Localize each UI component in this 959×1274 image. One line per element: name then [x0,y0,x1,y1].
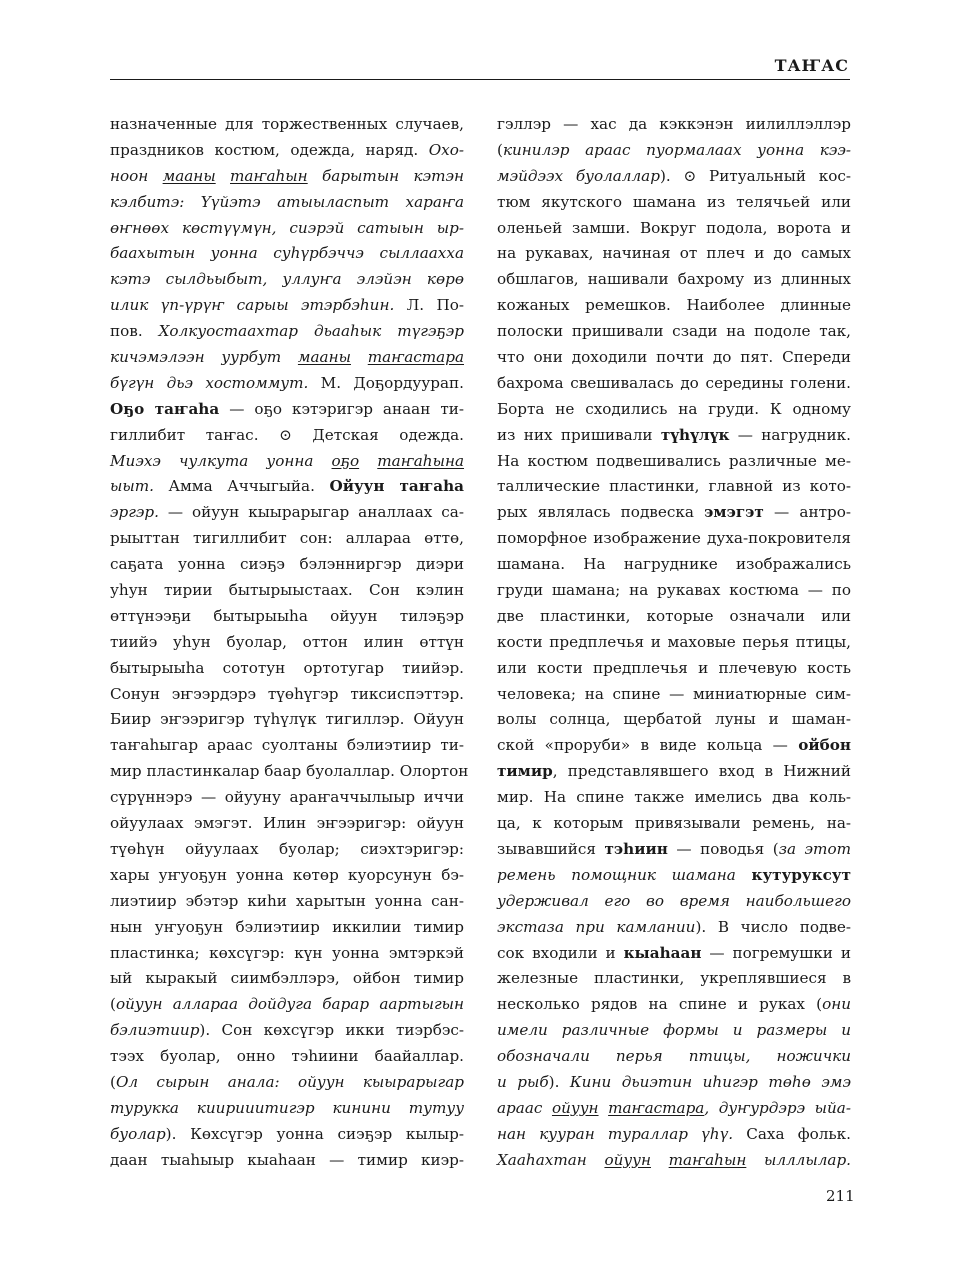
text-line: өттүнээҕи бытырыыһа ойуун тилэҕэр [110,606,464,625]
text-line: нан кууран тураллар үһү. Саха фольк. [497,1124,851,1143]
text-line: или кости предплечья и плечевую кость [497,658,851,677]
text-line: эргэр. — ойуун кыырарыгар аналлаах са- [110,503,464,522]
text-line: несколько рядов на спине и руках (они [497,995,851,1014]
text-line: тээх буолар, онно тэһиини баайаллар. [110,1047,464,1066]
text-line: На костюм подвешивались различные ме- [497,451,851,470]
text-line: тюм якутского шамана из телячьей или [497,192,851,211]
text-line: гэллэр — хас да кэккэнэн иилиллэллэр [497,115,851,133]
text-line: и рыб). Кини дьиэтин иһигэр төһө эмэ [497,1072,851,1091]
text-line: Оҕо таҥаһа — оҕо кэтэригэр анаан ти- [110,399,464,418]
text-line: человека; на спине — миниатюрные сим- [497,684,851,703]
text-line: ноон мааны таҥаһын барытын кэтэн [110,166,464,185]
text-line: ый кыракый сиимбэллэрэ, ойбон тимир [110,969,464,988]
text-line: имели различные формы и размеры и [497,1021,851,1040]
text-line: таҥаһыгар араас суолтаны бэлиэтиир ти- [110,736,464,755]
text-line: ремень помощник шамана кутуруксут [497,865,851,884]
text-line: мир пластинкалар баар буолаллар. Олортон [110,762,469,781]
left-column [110,112,469,1174]
text-line: удерживал его во время наибольшего [497,891,851,910]
text-line: сок входили и кыаһаан — погремушки и [497,943,851,962]
text-line: ойуулаах эмэгэт. Илин эҥээригэр: ойуун [110,814,464,833]
text-line: поморфное изображение духа-покровителя [497,529,851,548]
text-line: груди шамана; на рукавах костюма — по [497,581,851,600]
header-rule [110,79,850,80]
text-line: Биир эҥээригэр түһүлүк тигиллэр. Ойуун [110,710,464,729]
text-line: рыыттан тигиллибит сон: алларaа өттө, [110,529,464,548]
text-line: рых являлась подвеска эмэгэт — антро- [497,503,852,522]
text-line: бытырыыһа сототун ортотугар тиийэр. [110,658,464,677]
text-line: из них пришивали түһүлүк — нагрудник. [497,425,851,444]
text-line: Борта не сходились на груди. К одному [497,399,851,418]
text-line: шамана. На нагруднике изображались [497,555,851,574]
text-line: (кинилэр араас пуормалаах уонна кээ- [497,140,851,159]
text-line: (Ол сырын анала: ойуун кыырарыгар [110,1072,464,1091]
text-line: Сонун эҥээрдэрэ түөһүгэр тиксиспэттэр. [110,684,464,703]
text-line: таллические пластинки, главной из кото- [497,477,851,496]
text-line: волы солнца, щербатой луны и шаман- [497,710,851,729]
text-line: полоски пришивали сзади на подоле так, [497,322,851,341]
text-line: сүрүннэрэ — ойууну араҥаччылыыр иччи [110,788,464,807]
text-line: тимир, представлявшего вход в Нижний [497,762,851,781]
running-header-title: ТАҤАС [774,56,849,75]
text-line: мэйдээх буолаллар). ⊙ Ритуальный кос- [497,166,852,185]
text-line: обозначали перья птицы, ножички [497,1047,851,1066]
text-line: ца, к которым привязывали ремень, на- [497,814,851,833]
text-line: гиллибит таҥас. ⊙ Детская одежда. [110,425,464,444]
text-line: две пластинки, которые означали или [497,606,851,625]
page-number: 211 [826,1187,855,1205]
text-line: уһун тирии бытырыыстаах. Сон кэлин [110,581,464,600]
text-line: что они доходили почти до пят. Спереди [497,348,851,367]
text-line: (ойуун аллараа дойдуга барар аартыгын [110,995,464,1014]
text-line: кэтэ сылдьыбыт, уллуҥа элэйэн көрө [110,270,464,289]
text-line: Миэхэ чулкута уонна оҕо таҥаһына [110,451,465,470]
text-line: бахрома свешивалась до середины голени. [497,373,851,392]
text-line: тиийэ уһун буолар, оттон илин өттүн [110,632,464,651]
text-line: зывавшийся тэһиин — поводья (за этот [497,839,851,858]
text-line: бүгүн дьэ хостоммут. М. Доҕордуурап. [110,373,464,392]
text-line: буолар). Көхсүгэр уонна сиэҕэр кылыр- [110,1124,464,1143]
text-line: обшлагов, нашивали бахрому из длинных [497,270,851,289]
text-line: железные пластинки, укреплявшиеся в [497,969,851,988]
text-line: түөһүн ойуулаах буолар; сиэхтэригэр: [110,839,464,858]
text-line: назначенные для торжественных случаев, [110,115,464,133]
text-line: кожаных ремешков. Наиболее длинные [497,296,851,315]
right-column [497,112,851,1174]
text-line: пластинка; көхсүгэр: күн уонна эмтэркэй [110,943,464,962]
text-line: турукка киирииитигэр кинини тутуу [110,1098,464,1117]
text-line: нын уҥуоҕун бэлиэтиир иккилии тимир [110,917,464,936]
text-line: ской «проруби» в виде кольца — ойбон [497,736,851,755]
text-line: араас ойуун таҥастара, дуҥурдэрэ ыйа- [497,1098,851,1117]
text-line: оленьей замши. Вокруг подола, ворота и [497,218,851,237]
text-line: хары уҥуоҕун уонна көтөр куорсунун бэ- [110,865,464,884]
text-line: ыыт. Амма Аччыгыйа. Ойуун таҥаһа [110,477,465,496]
text-line: саҕата уонна сиэҕэ бэлэнниргэр диэри [110,555,464,574]
text-line: пов. Холкуостаахтар дьааһык түгэҕэр [110,322,464,341]
text-line: бэлиэтиир). Сон көхсүгэр икки тиэрбэс- [110,1021,464,1040]
text-line: өҥнөөх көстүүмүн, сиэрэй сатыын ыр- [110,218,464,237]
text-line: баахытын уонна суһүрбэччэ сыллааххa [110,244,464,263]
text-line: кости предплечья и маховые перья птицы, [497,632,851,651]
text-line: илик үп-үрүҥ сарыы этэрбэһин. Л. По- [110,296,464,315]
text-line: мир. На спине также имелись два коль- [497,788,851,807]
text-line: праздников костюм, одежда, наряд. Охо- [110,140,464,159]
text-line: кэлбитэ: Үүйэтэ атыыласпыт хараҥа [110,192,464,211]
text-line: на рукавах, начиная от плеч и до самых [497,244,851,263]
text-line: лиэтиир эбэтэр киһи харытын уонна сан- [110,891,464,910]
text-line: Хааһахтан ойуун таҥаһын ылллылар. [497,1150,851,1169]
text-line: даан тыаһыыр кыаһаан — тимир киэр- [110,1150,464,1169]
text-line: экстаза при камлании). В число подве- [497,917,851,936]
text-line: кичэмэлээн уурбут мааны таҥастара [110,348,464,367]
